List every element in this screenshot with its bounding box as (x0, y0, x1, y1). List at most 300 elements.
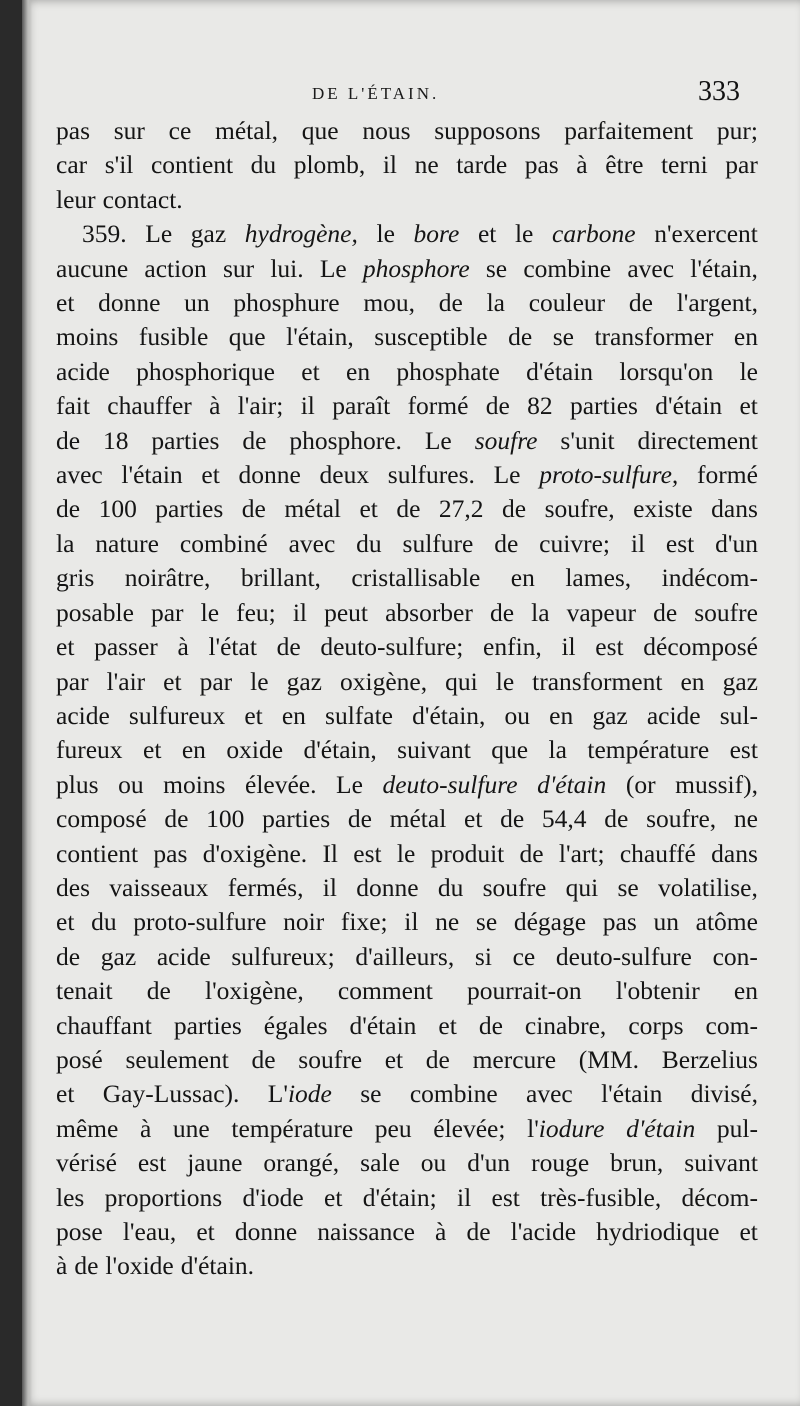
word: du (91, 907, 117, 937)
word: phosphore. (289, 425, 402, 455)
text-line (56, 183, 758, 217)
word: par (199, 666, 233, 696)
word: l'iodure (527, 1113, 605, 1143)
word: d'un (467, 1148, 511, 1178)
word: indécom- (661, 563, 758, 593)
word: existe (633, 494, 693, 524)
word: sulfureux; (231, 941, 335, 971)
word: carbone (552, 219, 636, 249)
word: posable (56, 597, 134, 627)
word: de (425, 1044, 450, 1074)
word: en (281, 700, 306, 730)
word: acide (56, 356, 110, 386)
word: ou (504, 700, 531, 730)
word: l'étain, (690, 253, 758, 283)
word: tenait (56, 976, 113, 1006)
word: en (549, 700, 574, 730)
word: soufre (482, 872, 547, 902)
word: acide (56, 700, 110, 730)
word: n'exercent (654, 219, 758, 249)
word: en (346, 356, 371, 386)
word: si (474, 941, 492, 971)
word: ne (414, 150, 439, 180)
text-line (56, 320, 758, 354)
text-line (56, 596, 758, 630)
word: de (242, 425, 267, 455)
word: produit (430, 838, 505, 868)
word: (MM. (578, 1044, 639, 1074)
word: comment (337, 976, 433, 1006)
word: d'étain (626, 1113, 696, 1143)
word: l'art; (558, 838, 605, 868)
word: par (725, 150, 758, 180)
word: feu; (236, 597, 276, 627)
word: dans (711, 494, 758, 524)
word: se (475, 907, 498, 937)
word: posé (56, 1044, 103, 1074)
word: et (163, 666, 182, 696)
word: soufre (474, 425, 538, 455)
word: proto-sulfure, (539, 460, 679, 490)
word: oxigène, (340, 666, 428, 696)
word: contient (150, 150, 234, 180)
word: pas (524, 150, 559, 180)
text-line (56, 1077, 758, 1111)
word: et (201, 460, 220, 490)
word: pas (153, 838, 188, 868)
word: décom- (681, 1182, 758, 1212)
body-text (56, 114, 758, 1284)
word: 18 (103, 425, 129, 455)
word: l'étain (121, 460, 183, 490)
word: et (438, 1010, 457, 1040)
word: l'obtenir (615, 976, 700, 1006)
word: et (196, 1217, 215, 1246)
word: l'oxigène, (205, 976, 304, 1006)
word: noir (283, 907, 325, 937)
word: d'iode (242, 1182, 304, 1212)
word: que (301, 116, 339, 145)
word: nous (362, 116, 411, 145)
word: la (531, 597, 550, 627)
word: passer (94, 632, 158, 662)
word: de (628, 288, 653, 318)
word: et (359, 494, 378, 524)
text-line (56, 768, 758, 802)
word: la (548, 735, 567, 765)
word: à (139, 1113, 152, 1143)
word: d'étain (537, 769, 607, 799)
text-line (56, 114, 758, 148)
word: il (382, 150, 397, 180)
word: supposons (434, 116, 541, 145)
word: nature (95, 528, 159, 558)
word: paraît (332, 391, 391, 421)
word: d'oxigène. (202, 838, 308, 868)
word: suivant (684, 1148, 758, 1178)
word: de (251, 1044, 276, 1074)
word: brun, (610, 1148, 664, 1178)
word: s'il (104, 150, 134, 180)
text-line (56, 974, 758, 1008)
word: 54,4 (541, 804, 587, 834)
word: hydriodique (596, 1217, 720, 1246)
word: avec (526, 1079, 573, 1109)
word: combine (409, 1079, 498, 1109)
word: sale (360, 1148, 400, 1178)
word: divisé, (690, 1079, 758, 1109)
word: parfaitement (564, 116, 694, 145)
text-line (56, 1043, 758, 1077)
word: pas (602, 907, 637, 937)
text-line (56, 252, 758, 286)
word: du (250, 150, 277, 180)
word: fusible (138, 322, 209, 352)
word: corps (628, 1010, 684, 1040)
word: le (739, 356, 758, 386)
word: du (437, 872, 464, 902)
word: se (485, 253, 508, 283)
word: l'étain (601, 1079, 663, 1109)
word: suivant (397, 735, 471, 765)
word: l'argent, (676, 288, 758, 318)
word: de (519, 838, 544, 868)
word: peut (324, 597, 368, 627)
word: par (56, 666, 89, 696)
word: le (396, 838, 416, 868)
word: contient (56, 838, 139, 868)
word: en (181, 735, 206, 765)
text-line (56, 802, 758, 836)
word: phosphore (362, 253, 470, 283)
word: et (56, 288, 75, 318)
word: volatilise, (658, 872, 758, 902)
word: de (347, 804, 372, 834)
word: l'air (106, 666, 146, 696)
word: acide (646, 700, 701, 730)
word: donne (356, 872, 419, 902)
word: 27,2 (438, 494, 484, 524)
word: composé (56, 804, 147, 834)
text-line (56, 1181, 758, 1215)
word: 359. (82, 219, 127, 249)
text-line (56, 492, 758, 526)
word: vérisé (56, 1148, 117, 1178)
text-line (56, 1146, 758, 1180)
word: le (495, 666, 515, 696)
word: moins (163, 769, 226, 799)
text-line (56, 665, 758, 699)
word: pose (56, 1217, 103, 1246)
word: phosphure (233, 288, 340, 318)
word: leur (56, 184, 96, 214)
word: plus (56, 769, 99, 799)
word: qui (445, 666, 478, 696)
word: cinabre, (524, 1010, 607, 1040)
word: chauffant (56, 1010, 152, 1040)
word: pas (56, 116, 90, 145)
word: acide (156, 941, 211, 971)
word: en (733, 976, 758, 1006)
word: sur (113, 116, 145, 145)
word: formé (407, 391, 469, 421)
word: de (396, 494, 421, 524)
text-line (56, 355, 758, 389)
word: sulfate (325, 700, 394, 730)
word: d'étain, (303, 735, 377, 765)
text-line (56, 871, 758, 905)
word: métal, (215, 116, 279, 145)
word: le (200, 597, 220, 627)
word: élevée; (433, 1113, 506, 1143)
text-line (56, 1112, 758, 1146)
word: s'unit (560, 425, 615, 455)
word: de (276, 632, 301, 662)
word: absorber (385, 597, 473, 627)
word: l'oxide (105, 1251, 174, 1281)
word: sulfures. (387, 460, 475, 490)
word: naissance (317, 1217, 415, 1246)
word: 100 (98, 494, 137, 524)
word: est (353, 838, 382, 868)
word: de (466, 1217, 491, 1246)
word: plomb, (293, 150, 366, 180)
word: l'étain, (286, 322, 354, 352)
word: à (576, 150, 588, 180)
text-line (56, 458, 758, 492)
text-line (56, 905, 758, 939)
word: soufre (298, 1044, 363, 1074)
word: d'étain; (362, 1182, 437, 1212)
word: est (665, 528, 695, 558)
word: il (300, 391, 315, 421)
word: de (502, 494, 527, 524)
word: il (561, 632, 576, 662)
word: se (617, 872, 639, 902)
word: et (477, 219, 497, 249)
word: de (146, 976, 171, 1006)
word: sulfureux (128, 700, 226, 730)
word: un (184, 288, 210, 318)
word: cristallisable (351, 563, 481, 593)
word: une (172, 1113, 210, 1143)
word: ou (420, 1148, 447, 1178)
word: élevée. (245, 769, 317, 799)
word: oxide (226, 735, 284, 765)
word: fixe; (340, 907, 388, 937)
word: Le (424, 425, 452, 455)
word: transformer (594, 322, 714, 352)
word: est (729, 735, 758, 765)
word: gaz (100, 941, 137, 971)
word: susceptible (374, 322, 488, 352)
word: d'étain, (412, 700, 486, 730)
word: décomposé (643, 632, 758, 662)
word: fermés, (227, 872, 304, 902)
running-head: DE L'ÉTAIN. (312, 84, 440, 103)
text-line (56, 1215, 758, 1249)
word: et (56, 1079, 75, 1109)
word: bore (413, 219, 460, 249)
word: est (137, 1148, 167, 1178)
word: combiné (179, 528, 268, 558)
word: ou (118, 769, 144, 799)
word: sulfure (402, 528, 474, 558)
text-line (56, 699, 758, 733)
word: Il (322, 838, 339, 868)
text-line (56, 940, 758, 974)
word: d'étain (349, 1010, 417, 1040)
word: température (231, 1113, 354, 1143)
word: avec (56, 460, 103, 490)
word: d'étain. (180, 1251, 255, 1281)
word: couleur (528, 288, 606, 318)
word: action (144, 253, 207, 283)
word: de (241, 494, 266, 524)
word: lorsqu'on (619, 356, 714, 386)
word: de (56, 425, 81, 455)
word: métal (389, 804, 447, 834)
book-page (22, 0, 800, 1406)
word: seulement (125, 1044, 229, 1074)
word: de (604, 804, 629, 834)
text-line (56, 837, 758, 871)
word: proportions (104, 1182, 223, 1212)
word: et (739, 391, 758, 421)
word: de (56, 494, 81, 524)
word: atôme (695, 907, 758, 937)
word: lui. (270, 253, 304, 283)
word: donne (234, 1217, 298, 1246)
word: phosphate (396, 356, 500, 386)
word: deux (319, 460, 370, 490)
word: de (494, 528, 519, 558)
word: de (56, 941, 81, 971)
word: de (489, 597, 515, 627)
word: parties (151, 425, 220, 455)
word: il (457, 1182, 472, 1212)
word: ce (168, 116, 192, 145)
word: l'état (208, 632, 257, 662)
word: con- (712, 941, 758, 971)
word: soufre, (544, 494, 615, 524)
word: gaz (722, 666, 758, 696)
text-line (56, 389, 758, 423)
word: brillant, (240, 563, 321, 593)
word: transforment (532, 666, 663, 696)
text-line (56, 217, 758, 251)
word: d'étain (526, 356, 594, 386)
word: il (292, 597, 308, 627)
word: gaz (190, 219, 227, 249)
text-line (56, 286, 758, 320)
word: formé (697, 460, 758, 490)
word: parties (569, 391, 638, 421)
word: Le (336, 769, 363, 799)
word: enfin, (483, 632, 542, 662)
word: de (653, 597, 678, 627)
word: de (438, 288, 463, 318)
word: peu (374, 1113, 412, 1143)
word: contact. (102, 184, 183, 214)
word: L'iode (267, 1079, 332, 1109)
word: et (143, 735, 162, 765)
word: tarde (456, 150, 508, 180)
word: ce (512, 941, 536, 971)
word: d'ailleurs, (355, 941, 455, 971)
word: de (508, 322, 533, 352)
word: chauffé (619, 838, 696, 868)
word: à (435, 1217, 447, 1246)
word: de (164, 804, 189, 834)
word: mou, (363, 288, 416, 318)
word: directement (637, 425, 758, 455)
word: jaune (187, 1148, 243, 1178)
word: combine (523, 253, 612, 283)
word: gris (56, 563, 95, 593)
word: moins (56, 322, 119, 352)
word: les (56, 1182, 85, 1212)
text-line (56, 148, 758, 182)
word: avec (288, 528, 336, 558)
word: ne (435, 907, 460, 937)
word: et (244, 700, 263, 730)
word: d'étain (655, 391, 723, 421)
word: deuto-sulfure; (320, 632, 464, 662)
word: gaz (286, 666, 322, 696)
word: égales (263, 1010, 328, 1040)
word: il (322, 872, 337, 902)
word: Gay-Lussac). (102, 1079, 240, 1109)
word: pur; (716, 116, 758, 145)
word: vaisseaux (109, 872, 209, 902)
word: est (491, 1182, 520, 1212)
word: et (464, 804, 483, 834)
word: du (356, 528, 382, 558)
word: il (404, 907, 419, 937)
word: l'air; (237, 391, 284, 421)
word: 100 (206, 804, 245, 834)
word: (or (625, 769, 656, 799)
word: un (653, 907, 679, 937)
word: à (209, 391, 221, 421)
word: en (733, 322, 758, 352)
word: le (376, 219, 395, 249)
word: aucune (56, 253, 129, 283)
word: pul- (716, 1113, 758, 1143)
word: et (56, 907, 75, 937)
word: donne (238, 460, 301, 490)
word: température (587, 735, 710, 765)
word: sul- (719, 700, 758, 730)
word: qui (565, 872, 599, 902)
text-line (56, 630, 758, 664)
word: des (56, 872, 90, 902)
word: proto-sulfure (133, 907, 267, 937)
word: rouge (531, 1148, 590, 1178)
word: pourrait-on (466, 976, 582, 1006)
word: métal (284, 494, 341, 524)
word: soufre (694, 597, 758, 627)
word: l'acide (510, 1217, 577, 1246)
text-line (56, 1009, 758, 1043)
word: ne (733, 804, 758, 834)
word: chauffer (107, 391, 192, 421)
word: de (500, 804, 525, 834)
word: avec (627, 253, 675, 283)
word: le (250, 666, 269, 696)
text-line (56, 1249, 758, 1283)
